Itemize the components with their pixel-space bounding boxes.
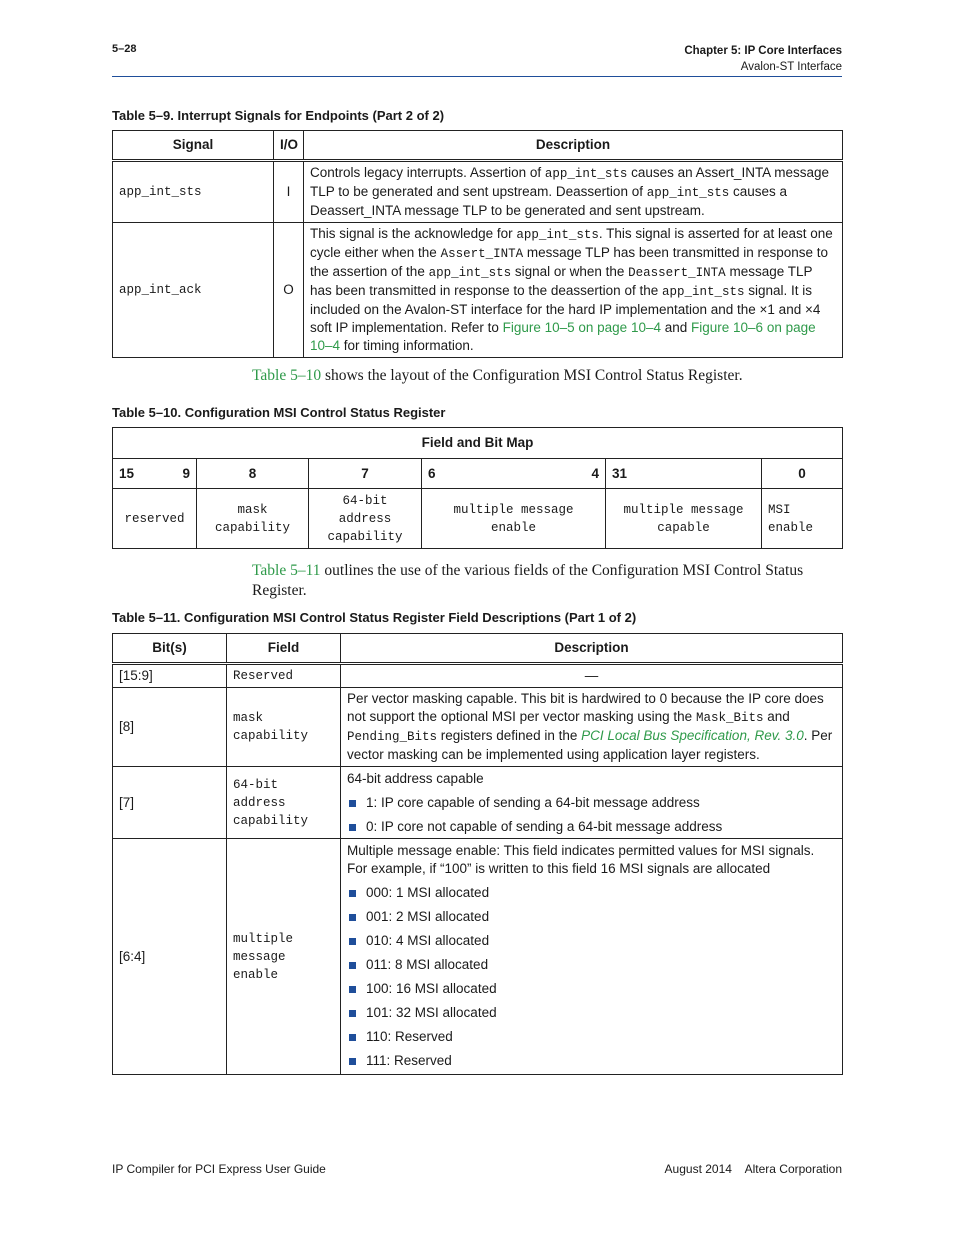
description-cell <box>304 161 843 223</box>
table11-header-description: Description <box>341 634 843 664</box>
cross-reference-link[interactable]: PCI Local Bus Specification, Rev. 3.0 <box>581 728 804 743</box>
cross-reference-link[interactable]: Figure 10–5 on page 10–4 <box>502 320 661 335</box>
text-run: and <box>763 709 790 724</box>
table-row <box>113 223 843 358</box>
body-paragraph: Table 5–11 outlines the use of the various fields of the Configuration MSI Control Status Register. <box>252 562 804 599</box>
bullet-list <box>347 884 836 1070</box>
table11-header-bits: Bit(s) <box>113 634 227 664</box>
square-bullet-icon <box>349 890 356 897</box>
code-text: Assert_INTA <box>440 247 524 261</box>
code-text: app_int_sts <box>661 285 745 299</box>
table-row <box>113 688 843 767</box>
description-intro: Multiple message enable: This field indicates permitted values for MSI signals. For example, if “100” is written to this field 16 MSI signals are allocated <box>347 843 815 876</box>
text-run: message TLP has been transmitted in response to the deassertion of the <box>310 264 813 298</box>
chapter-title: Chapter 5: IP Core Interfaces <box>684 45 842 57</box>
table9 <box>112 130 843 358</box>
register-field-cell: multiple message capable <box>606 489 762 549</box>
square-bullet-icon <box>349 824 356 831</box>
io-cell: I <box>274 161 304 223</box>
table9-header-signal: Signal <box>113 131 274 161</box>
bit-number-cell: 31 <box>606 459 762 489</box>
table9-caption: Table 5–9. Interrupt Signals for Endpoints (Part 2 of 2) <box>112 108 445 123</box>
io-cell: O <box>274 223 304 358</box>
square-bullet-icon <box>349 1034 356 1041</box>
text-run: Per vector masking capable. This bit is hardwired to 0 because the IP core does not support the optional MSI per vector masking using the <box>347 691 824 724</box>
list-item: 0: IP core not capable of sending a 64-bit message address <box>347 818 836 836</box>
description-intro: 64-bit address capable <box>347 771 484 786</box>
description-cell <box>341 688 843 767</box>
bits-cell: [8] <box>113 688 227 767</box>
text-run: This signal is the acknowledge for <box>310 226 517 241</box>
text-run: Controls legacy interrupts. Assertion of <box>310 165 545 180</box>
list-item: 000: 1 MSI allocated <box>347 884 836 902</box>
square-bullet-icon <box>349 914 356 921</box>
bits-cell: [6:4] <box>113 839 227 1075</box>
register-field-cell: MSI enable <box>762 489 843 549</box>
table-row <box>113 767 843 839</box>
square-bullet-icon <box>349 962 356 969</box>
register-field-cell: mask capability <box>197 489 309 549</box>
field-cell: 64-bit address capability <box>227 767 341 839</box>
table-link[interactable]: Table 5–11 <box>252 562 321 579</box>
field-row <box>113 489 843 549</box>
footer-date-company: August 2014 Altera Corporation <box>664 1162 842 1176</box>
list-item: 011: 8 MSI allocated <box>347 956 836 974</box>
code-text: app_int_sts <box>516 228 599 242</box>
text-run: and <box>660 320 692 335</box>
bit-number-cell: 6 4 <box>422 459 606 489</box>
code-text: app_int_sts <box>544 167 628 181</box>
field-cell: Reserved <box>227 664 341 688</box>
text-run: for timing information. <box>340 338 474 353</box>
text-run: signal or when the <box>511 264 629 279</box>
list-item: 010: 4 MSI allocated <box>347 932 836 950</box>
table10 <box>112 427 843 549</box>
table9-header-io: I/O <box>274 131 304 161</box>
table-row <box>113 161 843 223</box>
square-bullet-icon <box>349 986 356 993</box>
description-cell <box>304 223 843 358</box>
table11-header-field: Field <box>227 634 341 664</box>
bits-cell: [7] <box>113 767 227 839</box>
square-bullet-icon <box>349 938 356 945</box>
list-item: 100: 16 MSI allocated <box>347 980 836 998</box>
code-text: Deassert_INTA <box>628 266 726 280</box>
footer-title: IP Compiler for PCI Express User Guide <box>112 1162 326 1176</box>
field-cell: mask capability <box>227 688 341 767</box>
table11-caption: Table 5–11. Configuration MSI Control Status Register Field Descriptions (Part 1 of 2) <box>112 610 637 625</box>
table11 <box>112 633 843 1075</box>
signal-cell: app_int_sts <box>113 161 274 223</box>
text-run: message TLP has been transmitted in response to the assertion of the <box>310 245 829 279</box>
body-paragraph: Table 5–10 shows the layout of the Configuration MSI Control Status Register. <box>252 367 743 384</box>
square-bullet-icon <box>349 1058 356 1065</box>
register-field-cell: 64-bit address capability <box>309 489 422 549</box>
list-item: 110: Reserved <box>347 1028 836 1046</box>
text-run: causes an Assert_INTA message TLP to be generated and sent upstream. Deassertion of <box>310 165 829 199</box>
text-run: signal. It is included on the Avalon-ST interface for the hard IP implementation and the ×1 and ×4 soft IP implementation. Refer to <box>310 283 821 335</box>
section-title: Avalon-ST Interface <box>740 61 842 73</box>
table-row <box>113 839 843 1075</box>
list-item: 101: 32 MSI allocated <box>347 1004 836 1022</box>
field-cell: multiple message enable <box>227 839 341 1075</box>
bits-cell: [15:9] <box>113 664 227 688</box>
bit-number-cell: 0 <box>762 459 843 489</box>
list-item: 111: Reserved <box>347 1052 836 1070</box>
description-cell: — <box>341 664 843 688</box>
table10-title: Field and Bit Map <box>113 428 843 459</box>
description-cell <box>341 767 843 839</box>
square-bullet-icon <box>349 800 356 807</box>
table-link[interactable]: Table 5–10 <box>252 367 322 384</box>
text-run: registers defined in the <box>437 728 582 743</box>
cross-reference-link[interactable]: Figure 10–6 on page 10–4 <box>310 320 816 353</box>
table10-caption: Table 5–10. Configuration MSI Control Status Register <box>112 405 446 420</box>
bullet-list <box>347 794 836 836</box>
list-item: 001: 2 MSI allocated <box>347 908 836 926</box>
header-rule <box>112 76 842 77</box>
code-text: app_int_sts <box>646 186 730 200</box>
bit-number-row <box>113 459 843 489</box>
description-cell <box>341 839 843 1075</box>
page-number: 5–28 <box>112 43 137 55</box>
register-field-cell: reserved <box>113 489 197 549</box>
code-text: Mask_Bits <box>695 711 764 725</box>
bit-number-cell: 15 9 <box>113 459 197 489</box>
text-run: . Per vector masking can be implemented using application layer registers. <box>347 728 833 762</box>
bit-number-cell: 7 <box>309 459 422 489</box>
code-text: Pending_Bits <box>347 730 438 744</box>
code-text: app_int_sts <box>428 266 512 280</box>
table-row <box>113 664 843 688</box>
text-run: causes a Deassert_INTA message TLP to be generated and sent upstream. <box>310 184 788 218</box>
signal-cell: app_int_ack <box>113 223 274 358</box>
register-field-cell: multiple message enable <box>422 489 606 549</box>
list-item: 1: IP core capable of sending a 64-bit message address <box>347 794 836 812</box>
bit-number-cell: 8 <box>197 459 309 489</box>
table9-header-description: Description <box>304 131 843 161</box>
text-run: . This signal is asserted for at least one cycle either when the <box>310 226 833 260</box>
square-bullet-icon <box>349 1010 356 1017</box>
running-header <box>684 43 842 75</box>
